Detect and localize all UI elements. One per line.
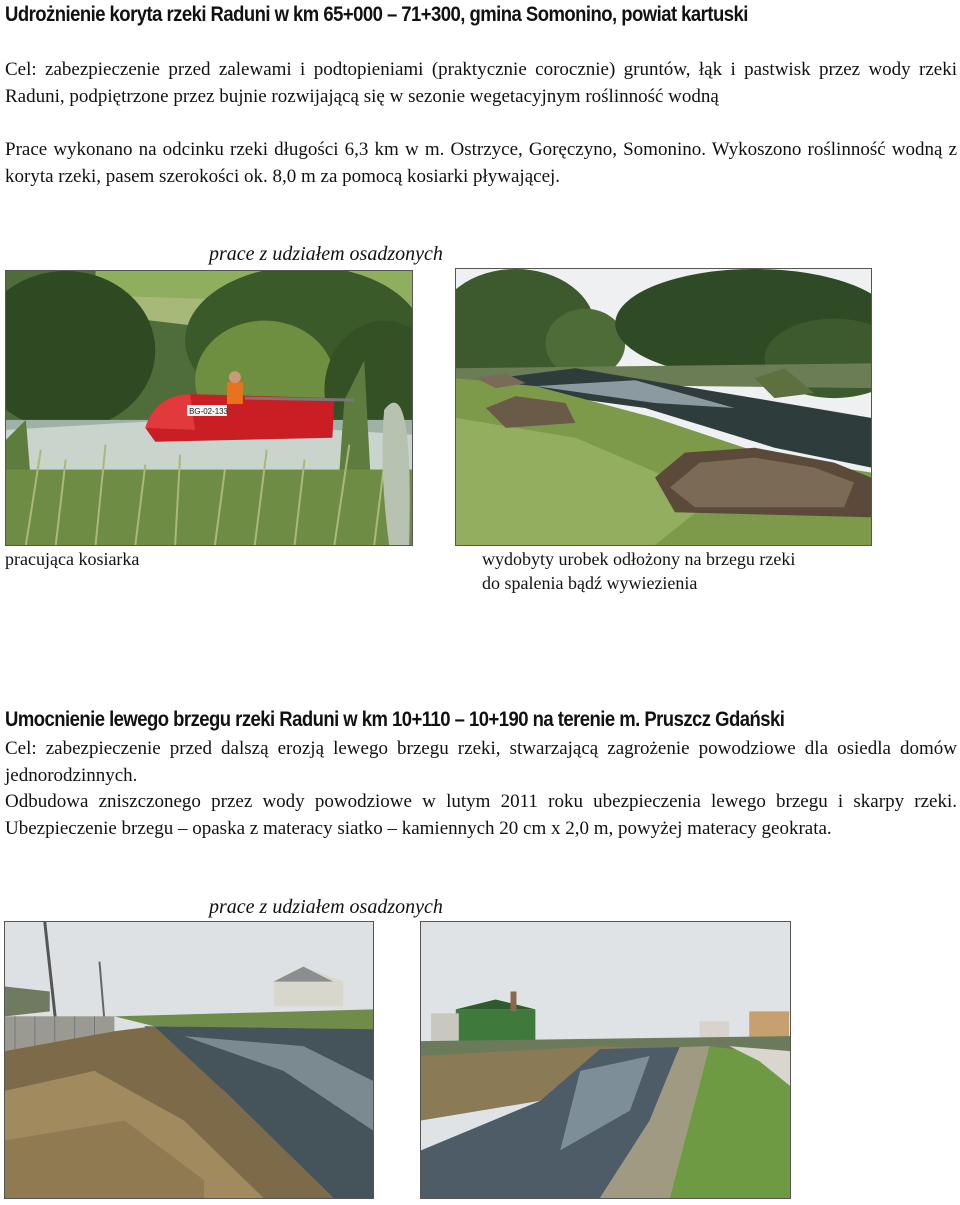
- photo2-caption-line1: wydobyty urobek odłożony na brzegu rzeki: [482, 549, 796, 569]
- section2-title: Umocnienie lewego brzegu rzeki Raduni w km 10+110 – 10+190 na terenie m. Pruszcz Gdański: [5, 708, 785, 731]
- section2-photo-caption: prace z udziałem osadzonych: [209, 896, 443, 918]
- section1-title: Udrożnienie koryta rzeki Raduni w km 65+000 – 71+300, gmina Somonino, powiat kartuski: [5, 3, 748, 26]
- photo-riverbank-right: [420, 921, 791, 1199]
- section1-goal-paragraph: Cel: zabezpieczenie przed zalewami i podtopieniami (praktycznie corocznie) gruntów, łąk i pastwisk przez wody rzeki Raduni, podpiętrzone przez bujnie rozwijającą się w sezonie wegetacyjnym roślinność wodną: [5, 59, 957, 107]
- photo-floating-mower: [5, 270, 413, 546]
- photo2-caption-line2: do spalenia bądź wywiezienia: [482, 573, 698, 593]
- section2-goal-paragraph: Cel: zabezpieczenie przed dalszą erozją lewego brzegu rzeki, stwarzającą zagrożenie powodziowe dla osiedla domów jednorodzinnych.: [5, 738, 957, 786]
- section1-work-paragraph: Prace wykonano na odcinku rzeki długości 6,3 km w m. Ostrzyce, Goręczyno, Somonino. Wykoszono roślinność wodną z koryta rzeki, pasem szerokości ok. 8,0 m za pomocą kosiarki pływającej.: [5, 139, 957, 187]
- photo1-caption: pracująca kosiarka: [5, 549, 140, 569]
- boat-registration-label: BG-02-133: [189, 406, 228, 416]
- photo-vegetation-piles: [455, 268, 872, 546]
- section2-work-paragraph: Odbudowa zniszczonego przez wody powodziowe w lutym 2011 roku ubezpieczenia lewego brzegu i skarpy rzeki. Ubezpieczenie brzegu – opaska z materacy siatko – kamiennych 20 cm x 2,0 m, powyżej materacy geokrata.: [5, 791, 957, 839]
- photo-riverbank-left: [4, 921, 374, 1199]
- section1-photo-caption: prace z udziałem osadzonych: [209, 243, 443, 265]
